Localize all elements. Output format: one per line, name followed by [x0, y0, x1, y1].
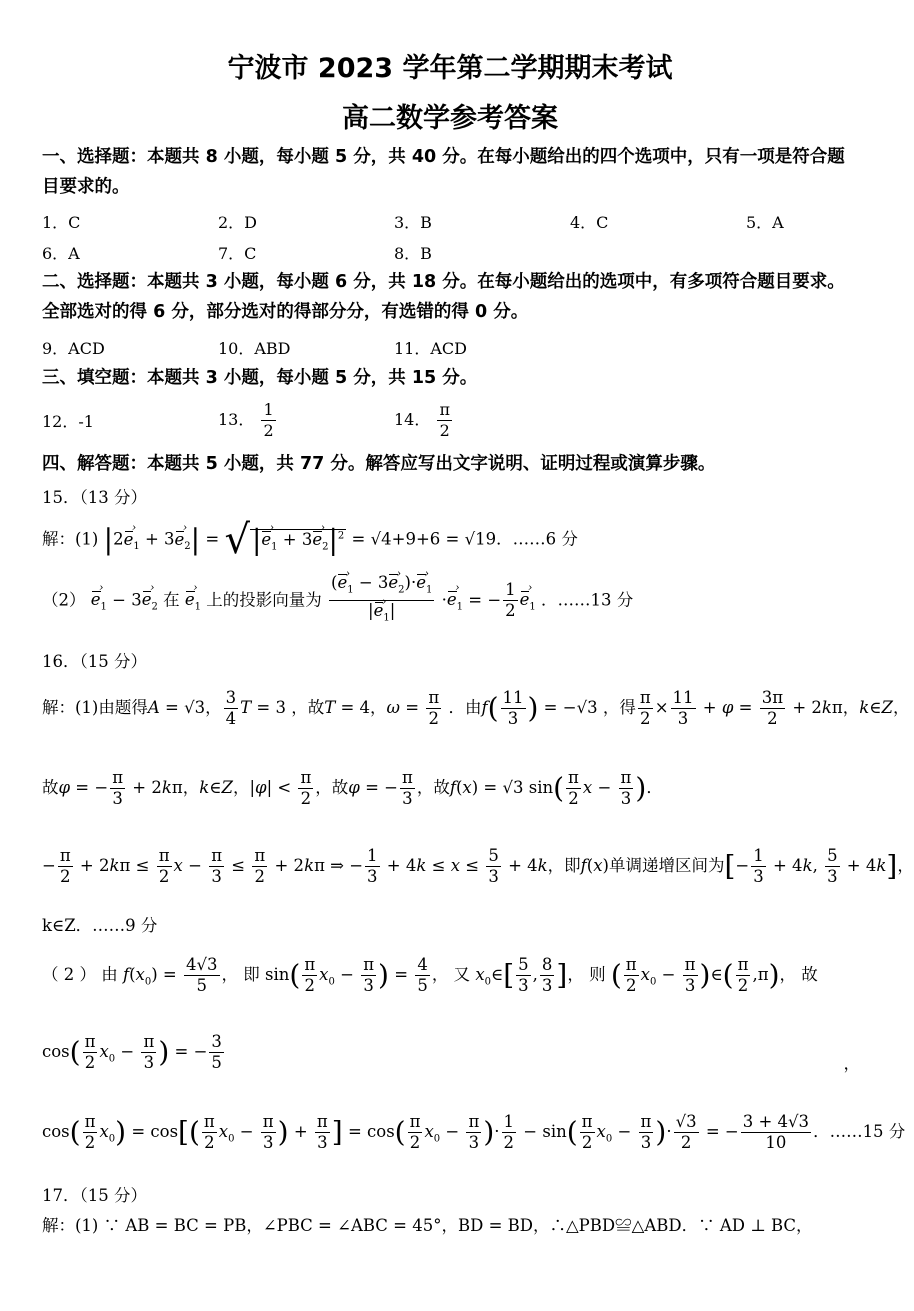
- section3-heading: 三、填空题：本题共 3 小题，每小题 5 分，共 15 分。: [42, 368, 478, 388]
- q16-line7: cos( $\frac{\pi}{2}$ $x_0) = \cos$[( $\frac{\pi}{2}$ $x_0$ − $\frac{\pi}{3}$ ) + $\frac{\pi}{3}$ ] = cos( $\frac{\pi}{2}$ $x_0$ − $\frac{\pi}{3}$ )· $\frac{1}{2}$ − sin( $\frac{\pi}{2}$ $x_0$ − $\frac{\pi}{3}$ )· $\frac{√3}{2}$ = − $\frac{3 + 4√3}{10}$ ．……15 分: [42, 1112, 906, 1152]
- section2-heading: 二、选择题：本题共 3 小题，每小题 6 分，共 18 分。在每小题给出的选项中，有多项符合题目要求。全部选对的得 6 分，部分选对的得部分分，有选错的得 0 分。: [42, 272, 845, 322]
- fraction-13: $\frac{1}{2}$: [263, 400, 274, 440]
- q17-label: 17．（15 分）: [42, 1186, 147, 1205]
- q16-line2: 故φ = − $\frac{\pi}{3}$ + 2kπ，k∈Z，|φ| < $\frac{\pi}{2}$ ，故φ = − $\frac{\pi}{3}$ ，故f(x) = √3 sin( $\frac{\pi}{2}$ x − $\frac{\pi}{3}$ )．: [42, 768, 663, 808]
- answer-8: 8．B: [394, 244, 432, 263]
- exam-subtitle: 高二数学参考答案: [342, 103, 558, 134]
- q16-line6: cos( $\frac{\pi}{2}$ $x_0$ − $\frac{\pi}{3}$ ) = − $\frac{3}{5}$ ，: [42, 1032, 860, 1073]
- section4-heading: 四、解答题：本题共 5 小题，共 77 分。解答应写出文字说明、证明过程或演算步骤。: [42, 454, 716, 474]
- answer-7: 7．C: [218, 244, 257, 263]
- q16-label: 16．（15 分）: [42, 652, 147, 671]
- answer-9: 9．ACD: [42, 339, 105, 358]
- q16-line4: k∈Z．……9 分: [42, 916, 158, 935]
- answer-6: 6．A: [42, 244, 80, 263]
- answer-14: 14． $\frac{\pi}{2}$: [394, 400, 450, 440]
- q15-part1: 解：(1) |2e $›_1 + 3e$ $›_2| = √|e$ $›_1 + 3e$ $›_2|^2 = √4+9+6 = √19$．……6 分: [42, 520, 578, 560]
- answer-13: 13． $\frac{1}{2}$: [218, 400, 274, 440]
- fraction-14: $\frac{\pi}{2}$: [439, 400, 450, 440]
- answer-5: 5．A: [746, 213, 784, 232]
- q17-line1: 解：(1) ∵ AB = BC = PB，∠PBC = ∠ABC = 45°，BD = BD，∴△PBD≌△ABD．∵ AD ⊥ BC，: [42, 1216, 813, 1235]
- answer-3: 3．B: [394, 213, 432, 232]
- q16-line3: − $\frac{\pi}{2}$ + 2kπ ≤ $\frac{\pi}{2}$ x − $\frac{\pi}{3}$ ≤ $\frac{\pi}{2}$ + 2kπ ⇒ − $\frac{1}{3}$ + 4k ≤ x ≤ $\frac{5}{3}$ + 4k，即f(x)单调递增区间为[− $\frac{1}{3}$ + 4k, $\frac{5}{3}$ + 4k]，: [42, 846, 914, 886]
- answer-11: 11．ACD: [394, 339, 467, 358]
- answer-2: 2．D: [218, 213, 258, 232]
- q15-part2: （2） e $›_1 - 3e$ $›_2$ 在 e $›_1$ 上的投影向量为 $\frac{(e ›_1 - 3e ›_2)\cdot e ›_1}{|e ›_1|}$ ·e $›_1$ = − $\frac{1}{2}$ e $›_1$ ．……13 分: [42, 573, 633, 629]
- q16-line1: 解：(1)由题得A = √3， $\frac{3}{4}$ T = 3 ，故T = 4，ω = $\frac{\pi}{2}$ ．由f( $\frac{11}{3}$ ) = −√3 ，得 $\frac{\pi}{2}$ × $\frac{11}{3}$ + φ = $\frac{3\pi}{2}$ + 2kπ，k∈Z，: [42, 688, 910, 728]
- answer-10: 10．ABD: [218, 339, 291, 358]
- q16-line5: （ 2 ） 由 $f(x_0)$ = $\frac{4√3}{5}$ ， 即 sin( $\frac{\pi}{2}$ $x_0$ − $\frac{\pi}{3}$ ) = $\frac{4}{5}$ ， 又 $x_0\in$[ $\frac{5}{3}$ , $\frac{8}{3}$ ]， 则 ( $\frac{\pi}{2}$ $x_0$ − $\frac{\pi}{3}$ )∈( $\frac{\pi}{2}$ ,π)， 故: [42, 955, 818, 995]
- q15-label: 15．（13 分）: [42, 488, 147, 507]
- answer-12: 12．-1: [42, 412, 94, 431]
- answer-1: 1．C: [42, 213, 81, 232]
- exam-title: 宁波市 2023 学年第二学期期末考试: [227, 53, 673, 84]
- section1-heading: 一、选择题：本题共 8 小题，每小题 5 分，共 40 分。在每小题给出的四个选项中，只有一项是符合题目要求的。: [42, 147, 845, 197]
- answer-4: 4．C: [570, 213, 609, 232]
